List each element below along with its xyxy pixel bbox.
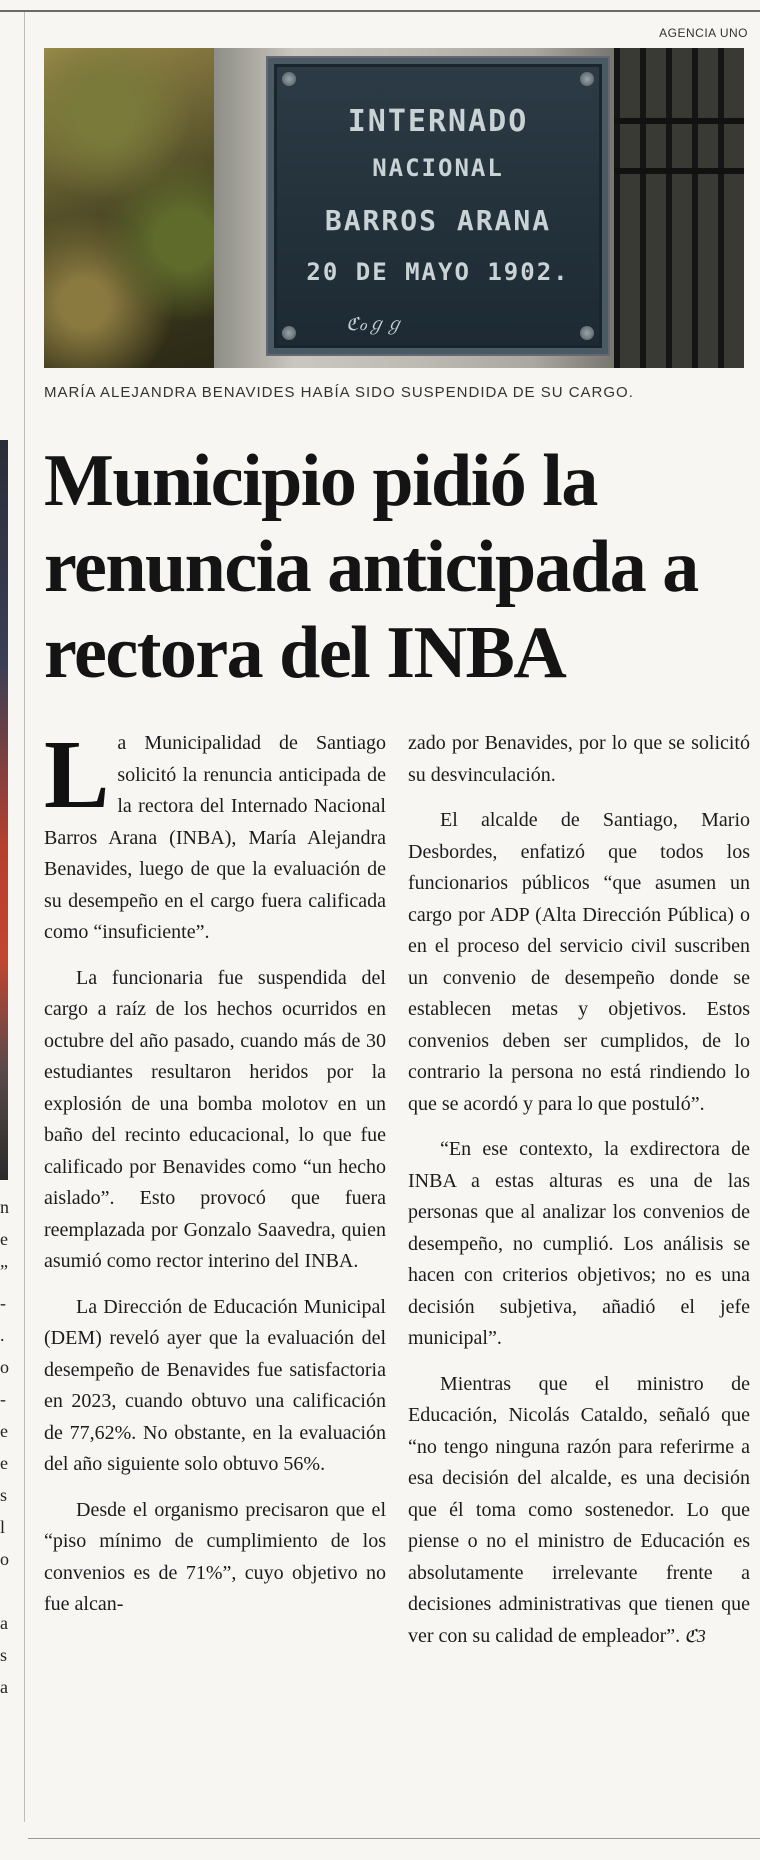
article-paragraph <box>408 1369 750 1653</box>
plaque-bolt <box>282 72 296 86</box>
adjacent-text-fragment: - <box>0 1293 6 1313</box>
article-column-2 <box>408 728 750 1666</box>
plaque-line-4: 20 DE MAYO 1902. <box>306 258 570 286</box>
adjacent-text-fragment: o <box>0 1357 9 1377</box>
photo-iron-gate <box>614 48 744 368</box>
adjacent-text-fragment: s <box>0 1485 8 1505</box>
article-body <box>44 721 756 1666</box>
plaque-bolt <box>580 326 594 340</box>
article-paragraph: zado por Benavides, por lo que se solicitó su desvinculación. <box>408 732 750 786</box>
adjacent-text-fragment: - <box>0 1389 6 1409</box>
article-photo <box>44 48 744 368</box>
adjacent-text-fragment: e <box>0 1229 8 1249</box>
photo-credit: AGENCIA UNO <box>659 26 748 40</box>
article-paragraph: La funcionaria fue suspendida del cargo a raíz de los hechos ocurridos en octubre del año pasado, cuando más de 30 estudiantes resultaron heridos por la explosión de una bomba molotov en un baño del recinto educacional, lo que fue calificado por Benavides como “un hecho aislado”. Esto provocó que fuera reemplazada por Gonzalo Saavedra, quien asumió como rector interino del INBA. <box>44 966 386 1272</box>
article-paragraph: “En ese contexto, la exdirectora de INBA a estas alturas es una de las personas que al analizar los convenios de desempeño, no cumplió. Los análisis se hacen con criterios objetivos; no es una decisión subjetiva, añadió el jefe municipal”. <box>408 1138 750 1349</box>
plaque-line-1: INTERNADO <box>347 104 529 139</box>
adjacent-photo-edge <box>0 440 8 1180</box>
drop-cap: L <box>44 721 110 829</box>
article-headline: Municipio pidió la renuncia anticipada a rectora del INBA <box>44 440 698 694</box>
article-paragraph: La Dirección de Educación Municipal (DEM) reveló ayer que la evaluación del desempeño de Benavides fue satisfactoria en 2023, cuando obtuvo una calificación de 77,62%. No obstante, en la evaluación del año siguiente solo obtuvo 56%. <box>44 1295 386 1475</box>
adjacent-text-fragment: l <box>0 1517 6 1537</box>
adjacent-text-fragment: a <box>0 1613 8 1633</box>
plaque-signature-icon: ℭℴℊℊ <box>346 314 403 335</box>
article-paragraph <box>44 721 386 949</box>
end-mark-icon: ℭ3 <box>684 1625 706 1646</box>
top-rule <box>0 10 760 12</box>
adjacent-text-fragment: . <box>0 1325 5 1345</box>
gate-crossbar <box>614 118 744 124</box>
column-divider <box>24 12 25 1822</box>
paragraph-text: Mientras que el ministro de Educación, Nicolás Cataldo, señaló que “no tengo ninguna razón para referirme a esa decisión del alcalde, es una decisión que él toma como sostenedor. Lo que piense o no el ministro de Educación es absolutamente irrelevante frente a decisiones administrativas que tienen que ver con su calidad de empleador”. <box>408 1372 750 1647</box>
adjacent-text-fragment: o <box>0 1549 9 1569</box>
adjacent-text-fragment: s <box>0 1645 8 1665</box>
article-column-1 <box>44 721 386 1666</box>
photo-caption: MARÍA ALEJANDRA BENAVIDES HABÍA SIDO SUSPENDIDA DE SU CARGO. <box>44 384 634 401</box>
plaque-line-3: BARROS ARANA <box>324 204 552 237</box>
article-paragraph: Desde el organismo precisaron que el “piso mínimo de cumplimiento de los convenios es de 71%”, cuyo objetivo no fue alcan- <box>44 1498 386 1615</box>
bottom-rule <box>28 1838 760 1839</box>
adjacent-text-fragment: e <box>0 1421 8 1441</box>
gate-crossbar <box>614 168 744 174</box>
adjacent-text-fragment: ” <box>0 1261 8 1281</box>
adjacent-text-fragment: e <box>0 1453 8 1473</box>
plaque-line-2: NACIONAL <box>372 154 504 182</box>
plaque-bolt <box>282 326 296 340</box>
adjacent-text-fragment: n <box>0 1197 9 1217</box>
plaque-bolt <box>580 72 594 86</box>
article-paragraph: El alcalde de Santiago, Mario Desbordes, enfatizó que todos los funcionarios públicos “que asumen un cargo por ADP (Alta Dirección Pública) o en el proceso del servicio civil suscriben un convenio de desempeño donde se establecen metas y objetivos. Estos convenios deben ser cumplidos, de lo contrario la persona no está rindiendo lo que se acordó y para lo que postuló”. <box>408 809 750 1115</box>
adjacent-text-fragment: a <box>0 1677 8 1697</box>
paragraph-text: a Municipalidad de Santiago solicitó la renuncia anticipada de la rectora del Internado Nacional Barros Arana (INBA), María Alejandra Benavides, luego de que la evaluación de su desempeño en el cargo fuera calificada como “insuficiente”. <box>44 732 386 943</box>
commemorative-plaque <box>268 58 608 354</box>
adjacent-column <box>0 0 28 1860</box>
